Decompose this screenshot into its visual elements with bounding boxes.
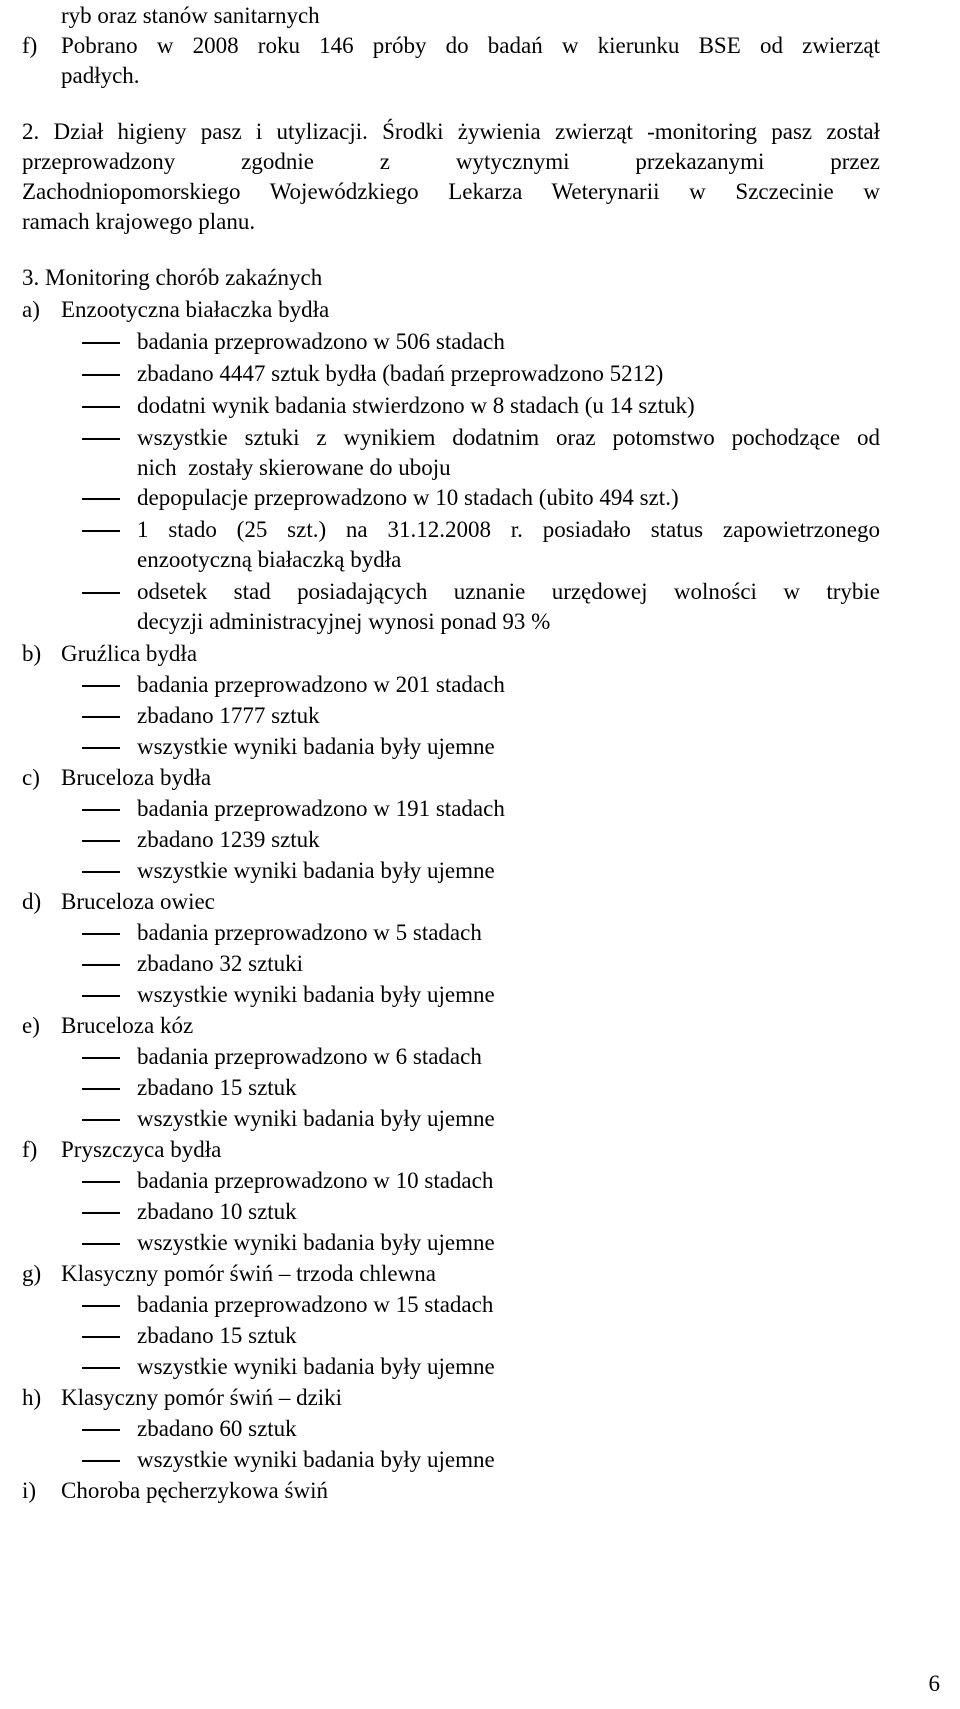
dash-bullet bbox=[82, 995, 120, 997]
list-label: a) bbox=[22, 297, 40, 322]
list-label: i) bbox=[22, 1478, 37, 1503]
section2-line: Zachodniopomorskiego Wojewódzkiego Lekarza Weterynarii w Szczecinie w bbox=[22, 179, 880, 204]
intro-paragraph-line: padłych. bbox=[61, 63, 140, 88]
result-line: wszystkie sztuki z wynikiem dodatnim oraz potomstwo pochodzące od bbox=[137, 425, 880, 450]
dash-bullet bbox=[82, 1057, 120, 1059]
result-line: zbadano 15 sztuk bbox=[137, 1075, 297, 1100]
dash-bullet bbox=[82, 747, 120, 749]
result-line: wszystkie wyniki badania były ujemne bbox=[137, 1447, 495, 1472]
list-label: b) bbox=[22, 641, 42, 666]
dash-bullet bbox=[82, 1212, 120, 1214]
dash-bullet bbox=[82, 1088, 120, 1090]
dash-bullet bbox=[82, 933, 120, 935]
dash-bullet bbox=[82, 374, 120, 376]
result-line: nich zostały skierowane do uboju bbox=[137, 455, 451, 480]
disease-title: Bruceloza owiec bbox=[61, 889, 215, 914]
dash-bullet bbox=[82, 1367, 120, 1369]
result-line: zbadano 15 sztuk bbox=[137, 1323, 297, 1348]
dash-bullet bbox=[82, 406, 120, 408]
list-label: e) bbox=[22, 1013, 40, 1038]
list-label: c) bbox=[22, 765, 40, 790]
dash-bullet bbox=[82, 342, 120, 344]
dash-bullet bbox=[82, 964, 120, 966]
result-line: badania przeprowadzono w 6 stadach bbox=[137, 1044, 482, 1069]
disease-title: Pryszczyca bydła bbox=[61, 1137, 222, 1162]
dash-bullet bbox=[82, 498, 120, 500]
section2-line: przeprowadzony zgodnie z wytycznymi przekazanymi przez bbox=[22, 149, 880, 174]
disease-title: Bruceloza bydła bbox=[61, 765, 212, 790]
dash-bullet bbox=[82, 438, 120, 440]
section2-line: 2. Dział higieny pasz i utylizacji. Środki żywienia zwierząt -monitoring pasz został bbox=[22, 119, 880, 144]
dash-bullet bbox=[82, 1181, 120, 1183]
page-number: 6 bbox=[928, 1671, 940, 1696]
result-line: zbadano 10 sztuk bbox=[137, 1199, 297, 1224]
result-line: wszystkie wyniki badania były ujemne bbox=[137, 1106, 495, 1131]
dash-bullet bbox=[82, 685, 120, 687]
dash-bullet bbox=[82, 1119, 120, 1121]
result-line: 1 stado (25 szt.) na 31.12.2008 r. posiadało status zapowietrzonego bbox=[137, 517, 880, 542]
result-line: zbadano 32 sztuki bbox=[137, 951, 304, 976]
dash-bullet bbox=[82, 530, 120, 532]
result-line: dodatni wynik badania stwierdzono w 8 stadach (u 14 sztuk) bbox=[137, 393, 695, 418]
result-line: zbadano 60 sztuk bbox=[137, 1416, 297, 1441]
result-line: wszystkie wyniki badania były ujemne bbox=[137, 982, 495, 1007]
disease-title: Klasyczny pomór świń – trzoda chlewna bbox=[61, 1261, 436, 1286]
dash-bullet bbox=[82, 840, 120, 842]
intro-line: ryb oraz stanów sanitarnych bbox=[61, 3, 320, 28]
result-line: badania przeprowadzono w 506 stadach bbox=[137, 329, 505, 354]
disease-title: Klasyczny pomór świń – dziki bbox=[61, 1385, 343, 1410]
disease-title: Bruceloza kóz bbox=[61, 1013, 194, 1038]
list-label: g) bbox=[22, 1261, 42, 1286]
dash-bullet bbox=[82, 1305, 120, 1307]
section2-line: ramach krajowego planu. bbox=[22, 209, 256, 234]
result-line: badania przeprowadzono w 10 stadach bbox=[137, 1168, 494, 1193]
list-label: h) bbox=[22, 1385, 42, 1410]
dash-bullet bbox=[82, 1429, 120, 1431]
result-line: decyzji administracyjnej wynosi ponad 93 % bbox=[137, 609, 551, 634]
result-line: badania przeprowadzono w 201 stadach bbox=[137, 672, 505, 697]
result-line: badania przeprowadzono w 191 stadach bbox=[137, 796, 505, 821]
dash-bullet bbox=[82, 1460, 120, 1462]
result-line: wszystkie wyniki badania były ujemne bbox=[137, 734, 495, 759]
result-line: zbadano 1777 sztuk bbox=[137, 703, 320, 728]
result-line: badania przeprowadzono w 15 stadach bbox=[137, 1292, 494, 1317]
result-line: wszystkie wyniki badania były ujemne bbox=[137, 1230, 495, 1255]
result-line: odsetek stad posiadających uznanie urzędowej wolności w trybie bbox=[137, 579, 880, 604]
dash-bullet bbox=[82, 1243, 120, 1245]
list-label: f) bbox=[22, 1137, 38, 1162]
list-label: d) bbox=[22, 889, 42, 914]
dash-bullet bbox=[82, 809, 120, 811]
disease-title: Choroba pęcherzykowa świń bbox=[61, 1478, 328, 1503]
dash-bullet bbox=[82, 592, 120, 594]
dash-bullet bbox=[82, 871, 120, 873]
list-label: f) bbox=[22, 33, 38, 58]
result-line: zbadano 4447 sztuk bydła (badań przeprowadzono 5212) bbox=[137, 361, 664, 386]
dash-bullet bbox=[82, 1336, 120, 1338]
dash-bullet bbox=[82, 716, 120, 718]
result-line: wszystkie wyniki badania były ujemne bbox=[137, 1354, 495, 1379]
result-line: enzootyczną białaczką bydła bbox=[137, 547, 402, 572]
disease-title: Enzootyczna białaczka bydła bbox=[61, 297, 330, 322]
result-line: zbadano 1239 sztuk bbox=[137, 827, 320, 852]
result-line: wszystkie wyniki badania były ujemne bbox=[137, 858, 495, 883]
intro-paragraph-line: Pobrano w 2008 roku 146 próby do badań w kierunku BSE od zwierząt bbox=[61, 33, 880, 58]
disease-title: Gruźlica bydła bbox=[61, 641, 198, 666]
section3-heading: 3. Monitoring chorób zakaźnych bbox=[22, 265, 323, 290]
result-line: badania przeprowadzono w 5 stadach bbox=[137, 920, 482, 945]
result-line: depopulacje przeprowadzono w 10 stadach (ubito 494 szt.) bbox=[137, 485, 679, 510]
